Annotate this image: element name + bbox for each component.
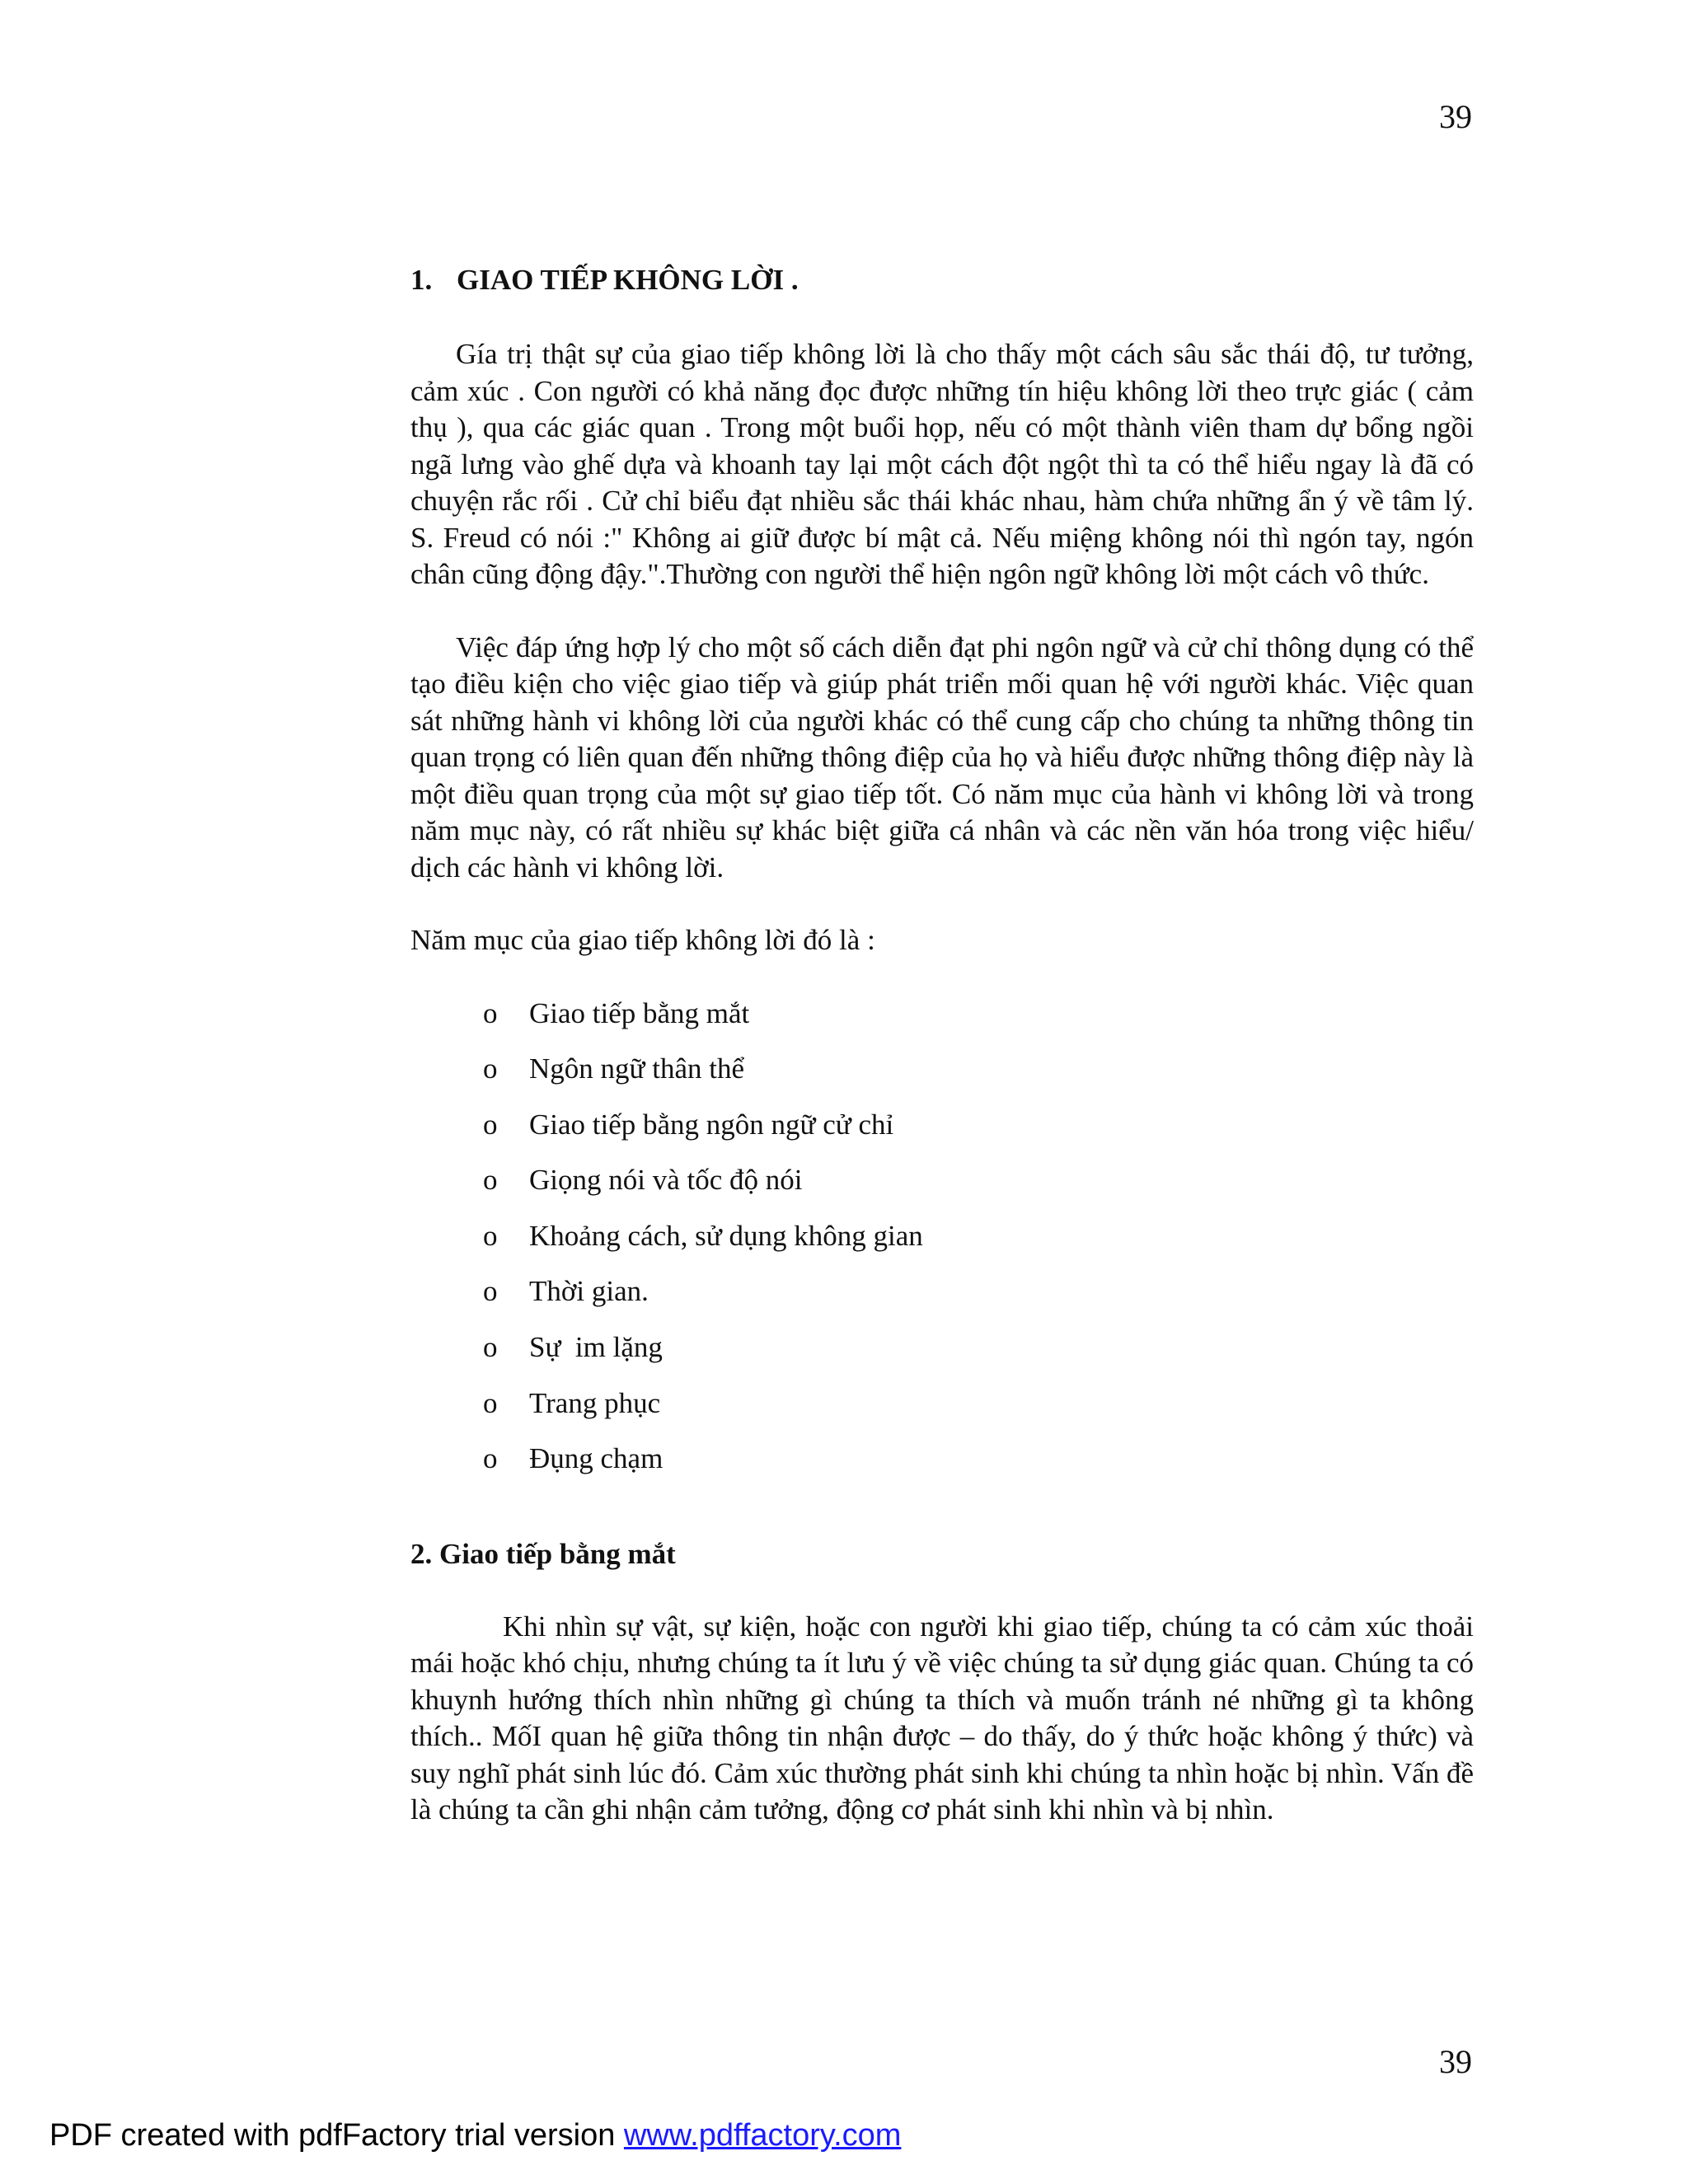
section-1-heading (410, 262, 1474, 298)
bullet-mark: o (483, 1275, 498, 1308)
list-item-text: Giọng nói và tốc độ nói (529, 1164, 803, 1197)
bullet-mark: o (483, 1219, 498, 1252)
list-item (410, 1441, 1474, 1497)
list-item (410, 1107, 1474, 1163)
list-item-text: Ngôn ngữ thân thể (529, 1052, 745, 1085)
list-item-text: Giao tiếp bằng mắt (529, 996, 750, 1029)
list-item (410, 1329, 1474, 1385)
banner-text: PDF created with pdfFactory trial version (49, 2118, 624, 2153)
bullet-mark: o (483, 1331, 498, 1364)
section-1-title: GIAO TIẾP KHÔNG LỜI . (457, 264, 799, 296)
list-item (410, 996, 1474, 1052)
list-intro: Năm mục của giao tiếp không lời đó là : (410, 924, 875, 956)
bullet-mark: o (483, 996, 498, 1029)
list-item-text: Khoảng cách, sử dụng không gian (529, 1219, 923, 1252)
bullet-mark: o (483, 1108, 498, 1141)
document-body (410, 262, 1474, 1829)
paragraph-3: Khi nhìn sự vật, sự kiện, hoặc con người khi giao tiếp, chúng ta có cảm xúc thoải mái hoặc khó chịu, nhưng chúng ta ít lưu ý về việc chúng ta sử dụng giác quan. Chúng ta có khuynh hướng thích nhìn những gì chúng ta thích và muốn tránh né những gì ta không thích.. MốI quan hệ giữa thông tin nhận được – do thấy, do ý thức hoặc không ý thức) và suy nghĩ phát sinh lúc đó. Cảm xúc thường phát sinh khi chúng ta nhìn hoặc bị nhìn. Vấn đề là chúng ta cần ghi nhận cảm tưởng, động cơ phát sinh khi nhìn và bị nhìn. (410, 1610, 1474, 1826)
bullet-mark: o (483, 1164, 498, 1197)
page-number-bottom: 39 (1439, 2043, 1472, 2080)
list-item-text: Sự im lặng (529, 1331, 663, 1364)
list-item (410, 1162, 1474, 1218)
pdffactory-link[interactable]: www.pdffactory.com (623, 2118, 902, 2153)
list-item-text: Thời gian. (529, 1275, 649, 1308)
page-number-top: 39 (1439, 98, 1472, 135)
pdf-trial-banner (49, 2118, 901, 2154)
list-item-text: Giao tiếp bằng ngôn ngữ cử chỉ (529, 1108, 894, 1141)
list-item-text: Đụng chạm (529, 1442, 663, 1475)
bullet-mark: o (483, 1052, 498, 1085)
paragraph-1: Gía trị thật sự của giao tiếp không lời là cho thấy một cách sâu sắc thái độ, tư tưởng, cảm xúc . Con người có khả năng đọc được những tín hiệu không lời theo trực giác ( cảm thụ ), qua các giác quan . Trong một buổi họp, nếu có một thành viên tham dự bổng ngồi ngã lưng vào ghế dựa và khoanh tay lại một cách đột ngột thì ta có thể hiểu ngay là đã có chuyện rắc rối . Cử chỉ biểu đạt nhiều sắc thái khác nhau, hàm chứa những ẩn ý về tâm lý. S. Freud có nói :" Không ai giữ được bí mật cả. Nếu miệng không nói thì ngón tay, ngón chân cũng động đậy.".Thường con người thể hiện ngôn ngữ không lời một cách vô thức. (410, 338, 1474, 590)
paragraph-2: Việc đáp ứng hợp lý cho một số cách diễn đạt phi ngôn ngữ và cử chỉ thông dụng có thể tạo điều kiện cho việc giao tiếp và giúp phát triển mối quan hệ với người khác. Việc quan sát những hành vi không lời của người khác có thể cung cấp cho chúng ta những thông tin quan trọng có liên quan đến những thông điệp của họ và hiểu được những thông điệp này là một điều quan trọng của một sự giao tiếp tốt. Có năm mục của hành vi không lời và trong năm mục này, có rất nhiều sự khác biệt giữa cá nhân và các nền văn hóa trong việc hiểu/ dịch các hành vi không lời. (410, 630, 1474, 883)
list-item (410, 1051, 1474, 1107)
bullet-mark: o (483, 1442, 498, 1475)
bullet-mark: o (483, 1386, 498, 1419)
list-item (410, 1273, 1474, 1329)
list-item-text: Trang phục (529, 1386, 661, 1419)
section-1-number: 1. (410, 264, 433, 296)
list-item (410, 1385, 1474, 1441)
list-item (410, 1218, 1474, 1274)
nonverbal-categories-list (410, 996, 1474, 1497)
section-2-heading: 2. Giao tiếp bằng mắt (410, 1537, 676, 1570)
